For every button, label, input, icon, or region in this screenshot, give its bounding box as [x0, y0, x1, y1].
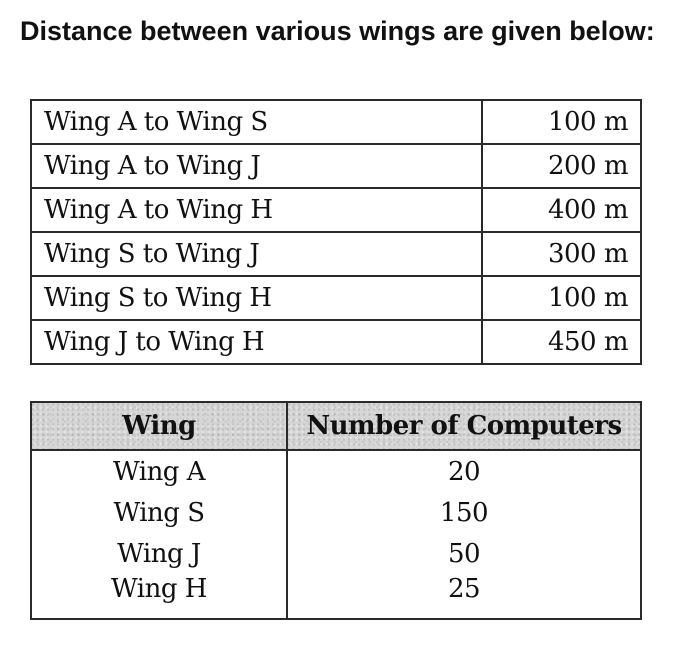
wing-cell: Wing S: [31, 492, 287, 533]
distance-cell: 400 m: [482, 188, 641, 232]
page-heading: Distance between various wings are given below:: [20, 16, 655, 46]
table-row: [31, 232, 641, 276]
column-header-wing: Wing: [31, 402, 287, 450]
table-row: [31, 574, 641, 619]
distance-cell: 100 m: [482, 276, 641, 320]
table-header-row: [31, 402, 641, 450]
route-cell: Wing A to Wing S: [31, 100, 482, 144]
table-row: [31, 492, 641, 533]
computer-count-cell: 20: [447, 456, 481, 487]
route-cell: Wing S to Wing J: [31, 232, 482, 276]
route-cell: Wing A to Wing J: [31, 144, 482, 188]
route-cell: Wing J to Wing H: [31, 320, 482, 364]
wing-cell: Wing A: [31, 450, 287, 492]
distance-table: [30, 99, 642, 365]
computer-count-cell: 50: [447, 538, 481, 569]
table-row: [31, 276, 641, 320]
table-row: [31, 144, 641, 188]
distance-cell: 300 m: [482, 232, 641, 276]
column-header-computers: Number of Computers: [287, 402, 641, 450]
distance-cell: 200 m: [482, 144, 641, 188]
wing-cell: Wing J: [31, 533, 287, 574]
table-row: [31, 533, 641, 574]
wing-cell: Wing H: [31, 574, 287, 619]
table-row: [31, 188, 641, 232]
computer-count-cell: 25: [447, 574, 481, 604]
table-row: [31, 450, 641, 492]
route-cell: Wing A to Wing H: [31, 188, 482, 232]
computer-count-cell: 150: [439, 497, 489, 528]
distance-cell: 100 m: [482, 100, 641, 144]
distance-cell: 450 m: [482, 320, 641, 364]
table-row: [31, 100, 641, 144]
table-row: [31, 320, 641, 364]
computers-table: [30, 401, 642, 620]
route-cell: Wing S to Wing H: [31, 276, 482, 320]
